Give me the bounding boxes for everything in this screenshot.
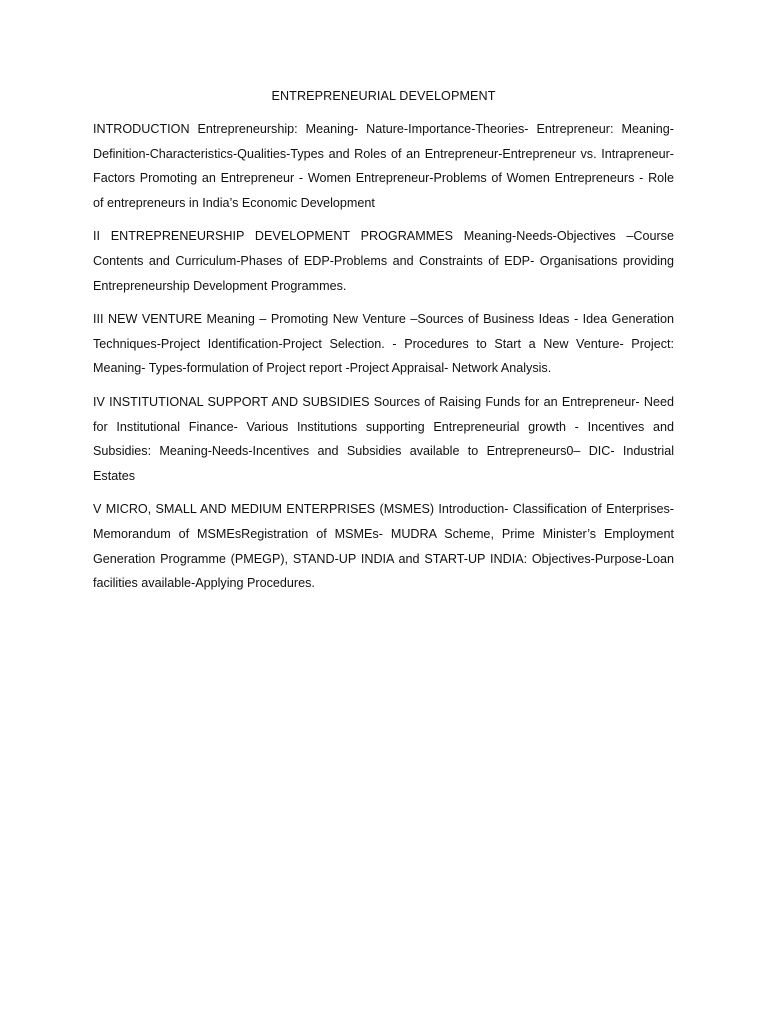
paragraph-institutional-support: IV INSTITUTIONAL SUPPORT AND SUBSIDIES Sources of Raising Funds for an Entrepreneur- Need for Institutional Finance- Various Institutions supporting Entrepreneurial growth - Incentives and Subsidies: Meaning-Needs-Incentives and Subsidies available to Entrepreneurs0– DIC- Industrial Estates xyxy=(93,394,674,483)
paragraph-introduction: INTRODUCTION Entrepreneurship: Meaning- Nature-Importance-Theories- Entrepreneur: Meaning-Definition-Characteristics-Qualities-Types and Roles of an Entrepreneur-Entrepreneur vs. Intrapreneur-Factors Promoting an Entrepreneur - Women Entrepreneur-Problems of Women Entrepreneurs - Role of entrepreneurs in India’s Economic Development xyxy=(93,122,674,210)
document-title: ENTREPRENEURIAL DEVELOPMENT xyxy=(271,89,496,103)
paragraph-edp: II ENTREPRENEURSHIP DEVELOPMENT PROGRAMMES Meaning-Needs-Objectives –Course Contents and Curriculum-Phases of EDP-Problems and Constraints of EDP- Organisations providing Entrepreneurship Development Programmes. xyxy=(93,229,674,293)
paragraph-new-venture: III NEW VENTURE Meaning – Promoting New Venture –Sources of Business Ideas - Idea Generation Techniques-Project Identification-Project Selection. - Procedures to Start a New Venture- Project: Meaning- Types-formulation of Project report -Project Appraisal- Network Analysis. xyxy=(93,312,674,376)
paragraph-msmes: V MICRO, SMALL AND MEDIUM ENTERPRISES (MSMES) Introduction- Classification of Enterprises-Memorandum of MSMEsRegistration of MSMEs- MUDRA Scheme, Prime Minister’s Employment Generation Programme (PMEGP), STAND-UP INDIA and START-UP INDIA: Objectives-Purpose-Loan facilities available-Applying Procedures. xyxy=(93,502,674,591)
document-body xyxy=(93,86,674,605)
